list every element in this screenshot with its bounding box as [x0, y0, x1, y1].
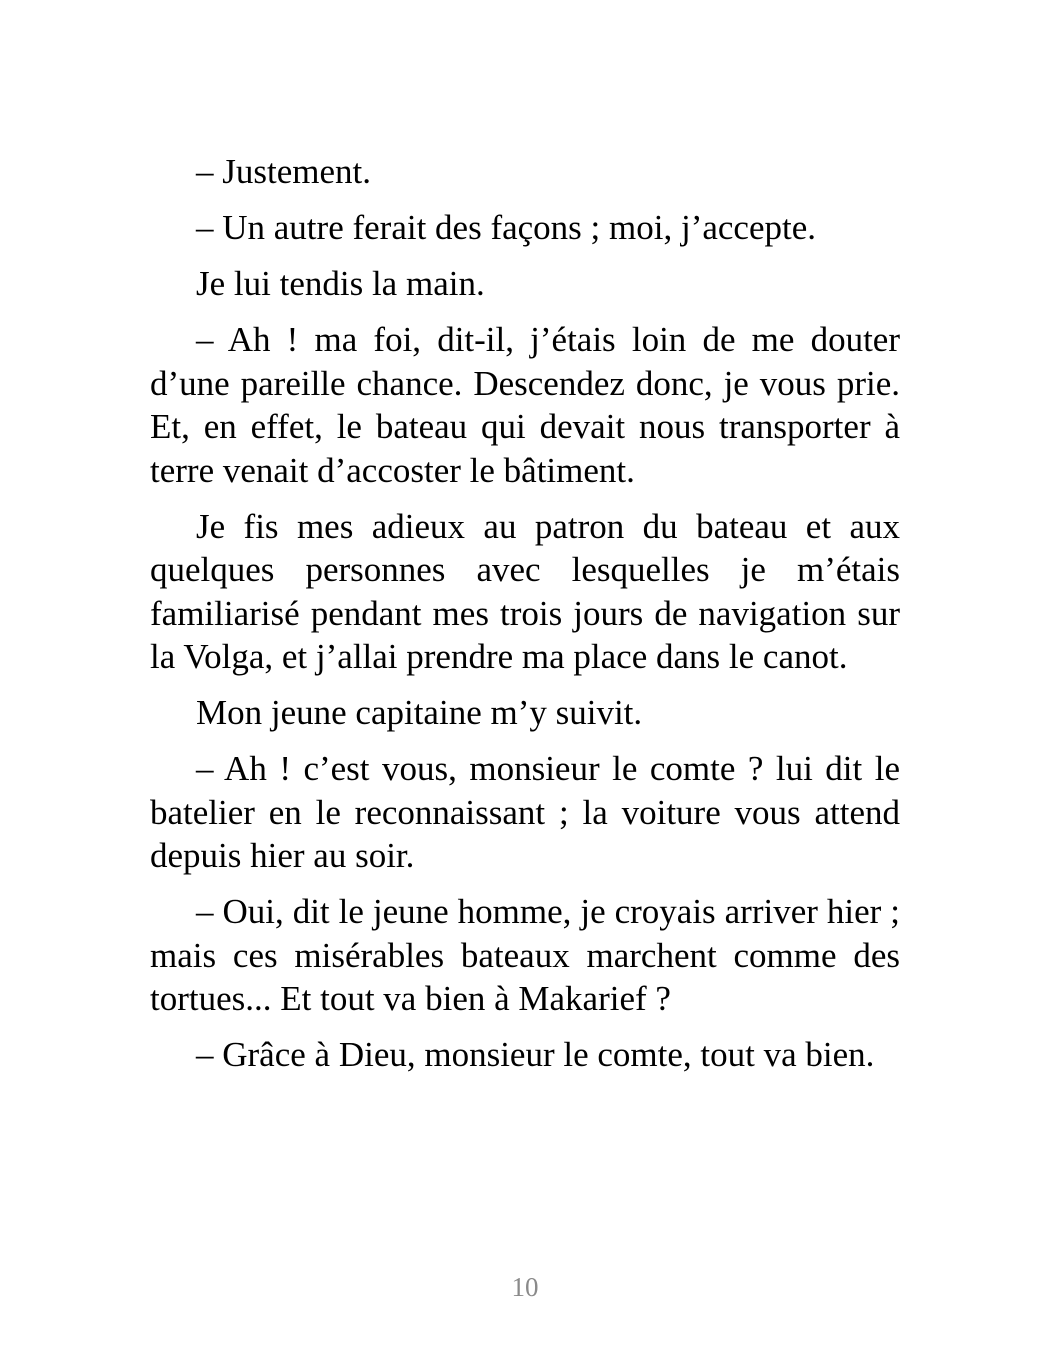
paragraph: – Ah ! c’est vous, monsieur le comte ? lui dit le batelier en le reconnaissant ; la voiture vous attend depuis hier au soir. [150, 749, 900, 875]
paragraph: Mon jeune capitaine m’y suivit. [196, 693, 643, 732]
paragraph: – Grâce à Dieu, monsieur le comte, tout va bien. [196, 1035, 875, 1074]
paragraph: – Oui, dit le jeune homme, je croyais arriver hier ; mais ces misérables bateaux marchent comme des tortues... Et tout va bien à Makarief ? [150, 892, 900, 1018]
paragraph: Je fis mes adieux au patron du bateau et aux quelques personnes avec lesquelles je m’étais familiarisé pendant mes trois jours de navigation sur la Volga, et j’allai prendre ma place dans le canot. [150, 506, 900, 676]
paragraph: – Ah ! ma foi, dit-il, j’étais loin de me douter d’une pareille chance. Descendez donc, je vous prie. Et, en effet, le bateau qui devait nous transporter à terre venait d’accoster le bâtiment. [150, 320, 900, 490]
page-number: 10 [511, 1272, 539, 1302]
body-text [150, 150, 900, 1089]
paragraph: – Un autre ferait des façons ; moi, j’accepte. [196, 208, 817, 247]
paragraph: Je lui tendis la main. [196, 264, 485, 303]
paragraph: – Justement. [196, 152, 371, 191]
